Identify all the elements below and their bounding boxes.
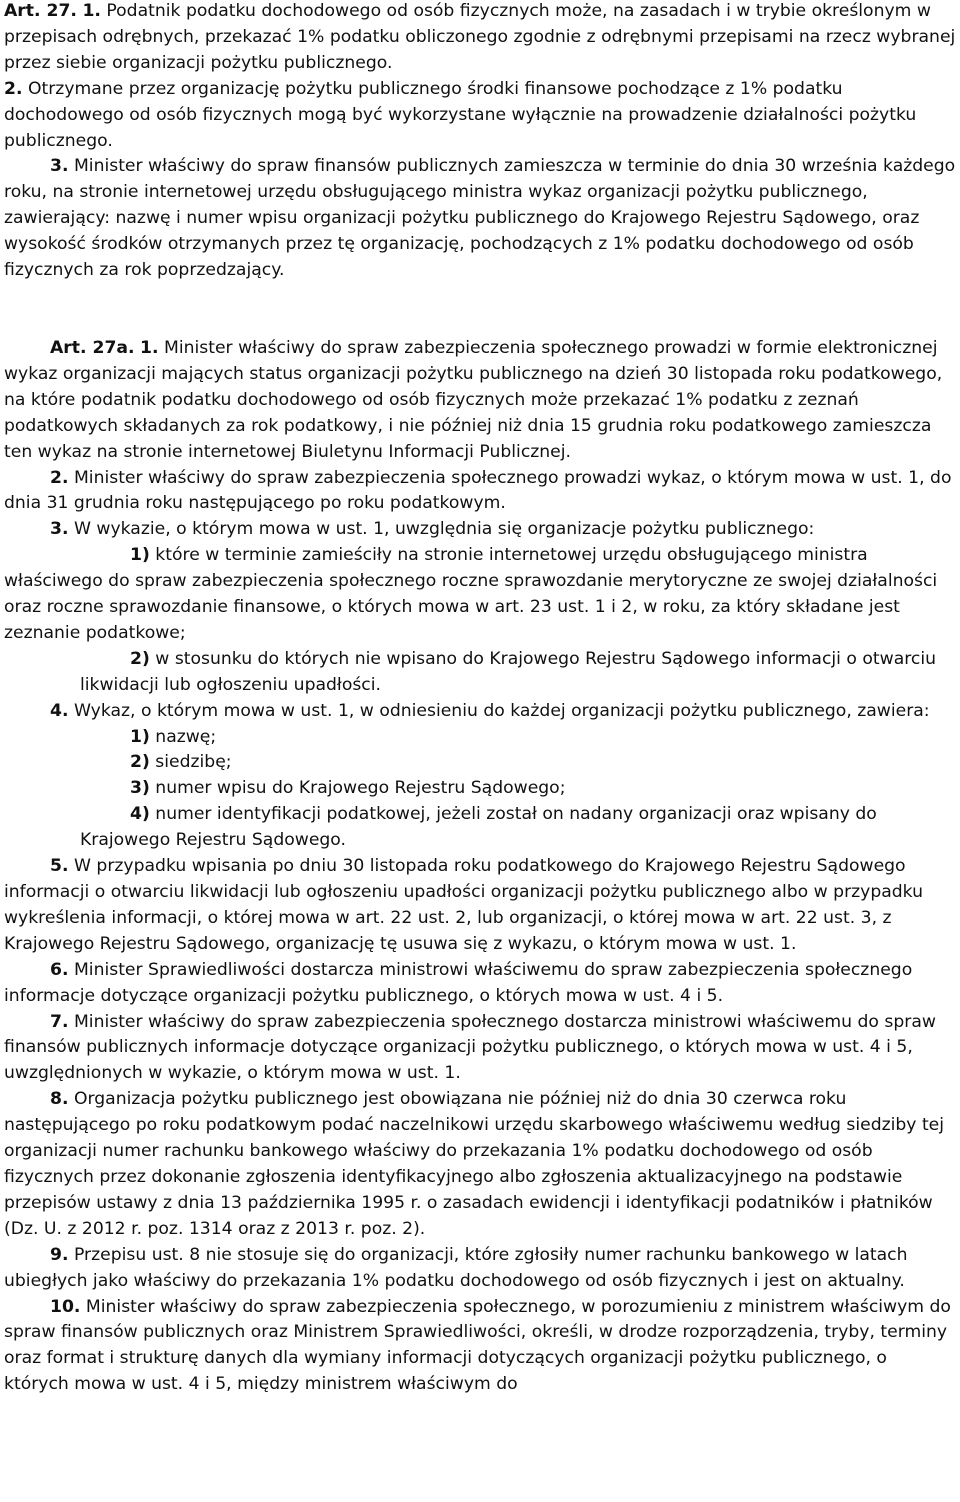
art27a-heading: Art. 27a. — [50, 337, 135, 358]
paragraph-number: 3. — [50, 519, 69, 540]
item-number: 2) — [130, 648, 150, 669]
art27a-p4-item-2 — [4, 750, 956, 776]
item-text: które w terminie zamieściły na stronie internetowej urzędu obsługującego ministra właściwego do spraw zabezpieczenia społecznego roczne sprawozdanie merytoryczne ze swojej działalności oraz roczne sprawozdanie finansowe, o których mowa w art. 23 ust. 1 i 2, w roku, za który składane jest zeznanie podatkowe; — [4, 545, 938, 643]
art27-paragraph-3 — [4, 154, 956, 284]
item-text: siedzibę; — [155, 752, 232, 773]
paragraph-text: Organizacja pożytku publicznego jest obowiązana nie później niż do dnia 30 czerwca roku następującego po roku podatkowym podać naczelnikowi urzędu skarbowego właściwemu według siedziby tej organizacji numer rachunku bankowego właściwy do przekazania 1% podatku dochodowego od osób fizycznych przez dokonanie zgłoszenia identyfikacyjnego albo zgłoszenia aktualizacyjnego na podstawie przepisów ustawy z dnia 13 października 1995 r. o zasadach ewidencji i identyfikacji podatników i płatników (Dz. U. z 2012 r. poz. 1314 oraz z 2013 r. poz. 2). — [4, 1089, 945, 1239]
art27-heading: Art. 27. — [4, 1, 77, 21]
paragraph-text: Minister właściwy do spraw zabezpieczenia społecznego, w porozumieniu z ministrem właściwym do spraw finansów publicznych oraz Ministrem Sprawiedliwości, określi, w drodze rozporządzenia, tryby, terminy oraz format i strukturę danych dla wymiany informacji dotyczących organizacji pożytku publicznego, o których mowa w ust. 4 i 5, między ministrem właściwym do — [4, 1296, 951, 1395]
paragraph-number: 5. — [50, 856, 69, 877]
document-page — [4, 0, 956, 1398]
paragraph-text: Wykaz, o którym mowa w ust. 1, w odniesieniu do każdej organizacji pożytku publicznego, zawiera: — [73, 700, 930, 721]
item-text: nazwę; — [155, 726, 217, 747]
paragraph-text: Otrzymane przez organizację pożytku publicznego środki finansowe pochodzące z 1% podatku dochodowego od osób fizycznych mogą być wykorzystane wyłącznie na prowadzenie działalności pożytku publicznego. — [4, 78, 917, 151]
paragraph-number: 4. — [50, 700, 69, 721]
art27a-paragraph-2 — [4, 466, 956, 518]
paragraph-text: Przepisu ust. 8 nie stosuje się do organizacji, które zgłosiły numer rachunku bankowego w latach ubiegłych jako właściwy do przekazania 1% podatku dochodowego od osób fizycznych i jest on aktualny. — [4, 1244, 908, 1291]
paragraph-number: 8. — [50, 1089, 69, 1110]
paragraph-text: W przypadku wpisania po dniu 30 listopada roku podatkowego do Krajowego Rejestru Sądowego informacji o otwarciu likwidacji lub ogłoszeniu upadłości organizacji pożytku publicznego albo w przypadku wykreślenia informacji, o której mowa w art. 22 ust. 2, lub organizacji, o której mowa w art. 22 ust. 3, z Krajowego Rejestru Sądowego, organizację tę usuwa się z wykazu, o którym mowa w ust. 1. — [4, 856, 924, 954]
item-number: 4) — [130, 804, 150, 825]
art27a-paragraph-1 — [4, 336, 956, 466]
art27a-p4-item-3 — [4, 776, 956, 802]
item-number: 1) — [130, 545, 150, 566]
art27a-p4-item-4 — [4, 802, 956, 854]
art27-paragraph-2 — [4, 77, 956, 155]
paragraph-number: 3. — [50, 156, 69, 177]
paragraph-number: 1. — [82, 1, 101, 21]
paragraph-text: Podatnik podatku dochodowego od osób fizycznych może, na zasadach i w trybie określonym w przepisach odrębnych, przekazać 1% podatku obliczonego zgodnie z odrębnymi przepisami na rzecz wybranej przez siebie organizacji pożytku publicznego. — [4, 1, 956, 73]
art27a-paragraph-8 — [4, 1087, 956, 1242]
item-number: 3) — [130, 778, 150, 799]
section-gap — [4, 284, 956, 336]
paragraph-number: 6. — [50, 959, 69, 980]
art27-paragraph-1 — [4, 0, 956, 77]
paragraph-text: W wykazie, o którym mowa w ust. 1, uwzględnia się organizacje pożytku publicznego: — [73, 519, 815, 540]
paragraph-number: 2. — [4, 78, 23, 99]
paragraph-number: 1. — [140, 337, 159, 358]
art27a-p3-item-1 — [4, 543, 956, 647]
art27a-paragraph-5 — [4, 854, 956, 958]
art27a-paragraph-7 — [4, 1010, 956, 1088]
art27a-paragraph-9 — [4, 1243, 956, 1295]
item-text: w stosunku do których nie wpisano do Krajowego Rejestru Sądowego informacji o otwarciu likwidacji lub ogłoszeniu upadłości. — [80, 648, 937, 695]
paragraph-text: Minister Sprawiedliwości dostarcza ministrowi właściwemu do spraw zabezpieczenia społecznego informacje dotyczące organizacji pożytku publicznego, o których mowa w ust. 4 i 5. — [4, 959, 913, 1006]
item-number: 1) — [130, 726, 150, 747]
art27a-paragraph-10 — [4, 1295, 956, 1399]
paragraph-number: 9. — [50, 1244, 69, 1265]
paragraph-text: Minister właściwy do spraw zabezpieczenia społecznego dostarcza ministrowi właściwemu do spraw finansów publicznych informacje dotyczące organizacji pożytku publicznego, o których mowa w ust. 4 i 5, uwzględnionych w wykazie, o którym mowa w ust. 1. — [4, 1011, 936, 1084]
art27a-p4-item-1 — [4, 725, 956, 751]
paragraph-text: Minister właściwy do spraw finansów publicznych zamieszcza w terminie do dnia 30 września każdego roku, na stronie internetowej urzędu obsługującego ministra wykaz organizacji pożytku publicznego, zawierający: nazwę i numer wpisu organizacji pożytku publicznego do Krajowego Rejestru Sądowego, oraz wysokość środków otrzymanych przez tę organizację, pochodzących z 1% podatku dochodowego od osób fizycznych za rok poprzedzający. — [4, 156, 956, 281]
paragraph-number: 7. — [50, 1011, 69, 1032]
item-text: numer wpisu do Krajowego Rejestru Sądowego; — [155, 778, 566, 799]
art27a-p3-item-2 — [4, 647, 956, 699]
paragraph-text: Minister właściwy do spraw zabezpieczenia społecznego prowadzi wykaz, o którym mowa w ust. 1, do dnia 31 grudnia roku następującego po roku podatkowym. — [4, 467, 952, 514]
item-number: 2) — [130, 752, 150, 773]
art27a-paragraph-3 — [4, 517, 956, 543]
art27a-paragraph-6 — [4, 958, 956, 1010]
art27a-paragraph-4 — [4, 699, 956, 725]
paragraph-text: Minister właściwy do spraw zabezpieczenia społecznego prowadzi w formie elektronicznej wykaz organizacji mających status organizacji pożytku publicznego na dzień 30 listopada roku podatkowego, na które podatnik podatku dochodowego od osób fizycznych może przekazać 1% podatku z zeznań podatkowych składanych za rok podatkowy, i nie później niż dnia 15 grudnia roku podatkowego zamieszcza ten wykaz na stronie internetowej Biuletynu Informacji Publicznej. — [4, 337, 943, 462]
item-text: numer identyfikacji podatkowej, jeżeli został on nadany organizacji oraz wpisany do Krajowego Rejestru Sądowego. — [80, 804, 877, 851]
paragraph-number: 2. — [50, 467, 69, 488]
paragraph-number: 10. — [50, 1296, 81, 1317]
